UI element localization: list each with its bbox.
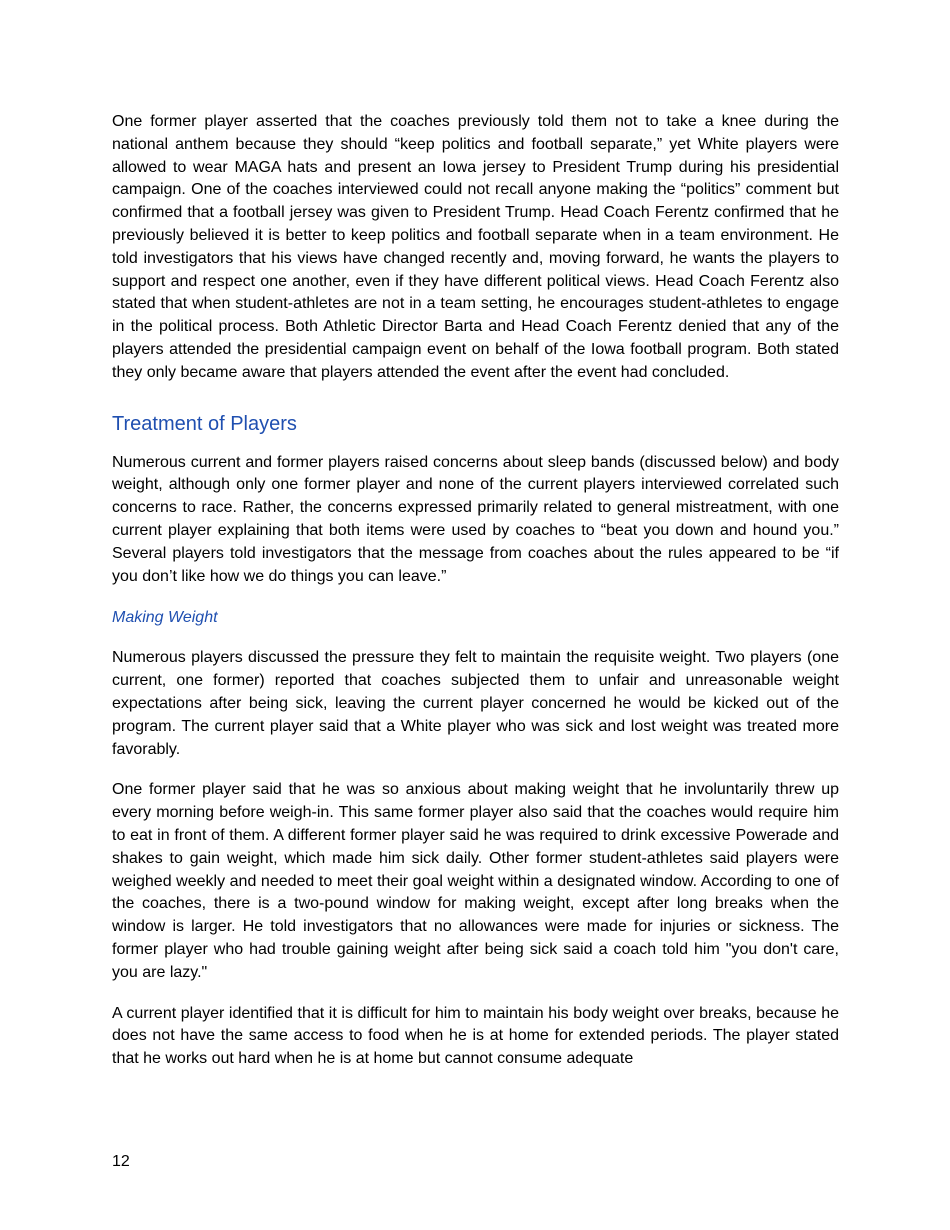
body-paragraph: A current player identified that it is difficult for him to maintain his body weight over breaks, because he does not have the same access to food when he is at home for extended periods. The player stated that he works out hard when he is at home but cannot consume adequate [112, 1004, 839, 1068]
document-page [112, 111, 839, 1071]
subsection-heading: Making Weight [112, 609, 218, 627]
body-paragraph: Numerous current and former players raised concerns about sleep bands (discussed below) and body weight, although only one former player and none of the current players interviewed correlated such concerns to race. Rather, the concerns expressed primarily related to general mistreatment, with one current player explaining that both items were used by coaches to “beat you down and hound you.” Several players told investigators that the message from coaches about the rules appeared to be “if you don’t like how we do things you can leave.” [112, 453, 839, 585]
body-paragraph: One former player said that he was so anxious about making weight that he involuntarily threw up every morning before weigh-in. This same former player also said that the coaches would require him to eat in front of them. A different former player said he was required to drink excessive Powerade and shakes to gain weight, which made him sick daily. Other former student-athletes said players were weighed weekly and needed to meet their goal weight within a designated window. According to one of the coaches, there is a two-pound window for making weight, except after long breaks when the window is larger. He told investigators that no allowances were made for injuries or sickness. The former player who had trouble gaining weight after being sick said a coach told him "you don't care, you are lazy." [112, 781, 839, 981]
body-paragraph: Numerous players discussed the pressure they felt to maintain the requisite weight. Two players (one current, one former) reported that coaches subjected them to unfair and unreasonable weight expectations after being sick, leaving the current player concerned he would be kicked out of the program. The current player said that a White player who was sick and lost weight was treated more favorably. [112, 649, 839, 758]
section-heading: Treatment of Players [112, 412, 297, 435]
body-paragraph: One former player asserted that the coaches previously told them not to take a knee during the national anthem because they should “keep politics and football separate,” yet White players were allowed to wear MAGA hats and present an Iowa jersey to President Trump during his presidential campaign. One of the coaches interviewed could not recall anyone making the “politics” comment but confirmed that a football jersey was given to President Trump. Head Coach Ferentz confirmed that he previously believed it is better to keep politics and football separate when in a team environment. He told investigators that his views have changed recently and, moving forward, he wants the players to support and respect one another, even if they have different political views. Head Coach Ferentz also stated that when student-athletes are not in a team setting, he encourages student-athletes to engage in the political process. Both Athletic Director Barta and Head Coach Ferentz denied that any of the players attended the presidential campaign event on behalf of the Iowa football program. Both stated they only became aware that players attended the event after the event had concluded. [112, 113, 839, 381]
page-number: 12 [112, 1153, 130, 1170]
